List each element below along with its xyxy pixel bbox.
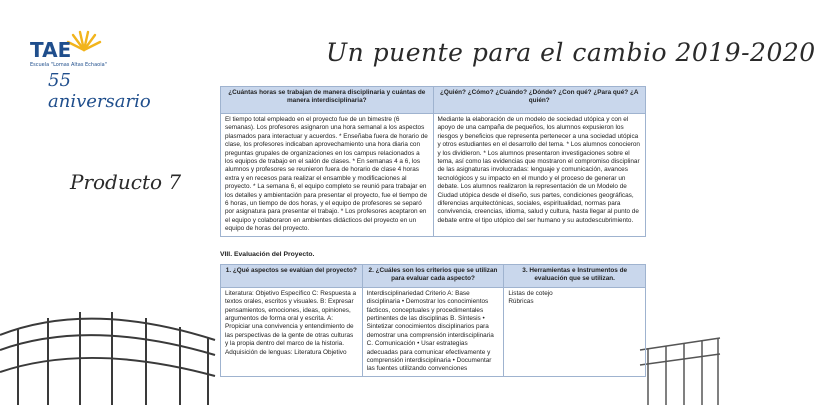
table-header: ¿Cuántas horas se trabajan de manera disciplinaria y cuántas de manera interdisciplinaria? xyxy=(221,87,434,114)
table-header: 1. ¿Qué aspectos se evalúan del proyecto? xyxy=(221,264,363,287)
table-header: 3. Herramientas e Instrumentos de evaluación que se utilizan. xyxy=(504,264,646,287)
slide-title: Un puente para el cambio 2019-2020 xyxy=(326,38,816,67)
table-header: 2. ¿Cuáles son los criterios que se utilizan para evaluar cada aspecto? xyxy=(362,264,504,287)
logo-brand: TAE xyxy=(30,38,72,62)
section-title: VIII. Evaluación del Proyecto. xyxy=(220,250,315,258)
table-row xyxy=(221,114,646,237)
table-row xyxy=(221,287,646,376)
table-cell: Interdisciplinariedad Criterio A: Base disciplinaria • Demostrar los conocimientos fácticos, conceptuales y procedimentales pertinentes de las disciplinas B. Síntesis • Sintetizar conocimientos disciplinarios para demostrar una comprensión interdisciplinaria C. Comunicación • Usar estrategias adecuadas para comunicar efectivamente y comprensión interdisciplinaria • Documentar las fuentes utilizando convenciones xyxy=(362,287,504,376)
logo-anniversary: 55 aniversario xyxy=(48,70,151,112)
table-header: ¿Quién? ¿Cómo? ¿Cuándo? ¿Dónde? ¿Con qué? ¿Para qué? ¿A quién? xyxy=(433,87,646,114)
hours-table xyxy=(220,86,646,237)
document-excerpt xyxy=(220,86,646,377)
table-cell: Listas de cotejo Rúbricas xyxy=(504,287,646,376)
table-cell: El tiempo total empleado en el proyecto fue de un bimestre (6 semanas). Los profesores asignaron una hora semanal a los aspectos plasmados para interactuar y acuerdos. * Enseñaba fuera de horario de clase, los profesores indicaban aprovechamiento una hora diaria con preguntas grupales de organizaciones en los campus relacionados a los equipos de trabajo en el salón de clases. * En semanas 4 a 6, los alumnos y profesores se reunieron fuera de horario de clase 4 horas extra y en recesos para realizar el ensamble y modificaciones al proyecto. * La semana 6, el equipo completo se reunió para trabajar en los detalles y ambientación para presentar el proyecto, fue el tiempo de 6 horas, un tiempo de dos horas, y el equipo de profesores se separó por asignatura para presentar el trabajo. * Los profesores aceptaron en el equipo y colaboraron en ambientes didácticos del proyecto en un equipo de horas del proyecto. xyxy=(221,114,434,237)
railing-illustration xyxy=(640,330,720,405)
bridge-illustration xyxy=(0,280,220,405)
table-cell: Mediante la elaboración de un modelo de sociedad utópica y con el apoyo de una campaña de pequeños, los alumnos expusieron los riesgos y beneficios que representa pertenecer a una sociedad utópica y otros estudiantes en el desarrollo del tema. * Los alumnos conocieron y los dividieron. * Los alumnos presentaron investigaciones sobre el tema, así como las evidencias que mostraron el compromiso disciplinar de las asignaturas involucradas: lenguaje y comunicación, avances tecnológicos y su impacto en el mundo y el proceso de generar un debate. Los alumnos realizaron la representación de un Modelo de Ciudad utópica desde el diseño, sus partes, condiciones geográficas, diferencias arquitectónicas, sociales, espiritualidad, normas para convivencia, creencias, idioma, salud y cultura, hasta llegar al punto de debate entre el tipo utópico del ser humano y su autodescubrimiento. xyxy=(433,114,646,237)
school-logo xyxy=(30,30,170,112)
table-cell: Literatura: Objetivo Específico C: Respuesta a textos orales, escritos y visuales. B: Expresar pensamientos, emociones, ideas, opiniones, argumentos de forma oral y escrita. A: Propiciar una convivencia y entendimiento de las perspectivas de la gente de otras culturas y la propia dentro del marco de la historia. Adquisición de lenguas: Literatura Objetivo xyxy=(221,287,363,376)
logo-subtitle: Escuela "Lomas Altas Echaoia" xyxy=(30,62,107,68)
product-label: Producto 7 xyxy=(70,170,182,194)
evaluation-table xyxy=(220,264,646,377)
